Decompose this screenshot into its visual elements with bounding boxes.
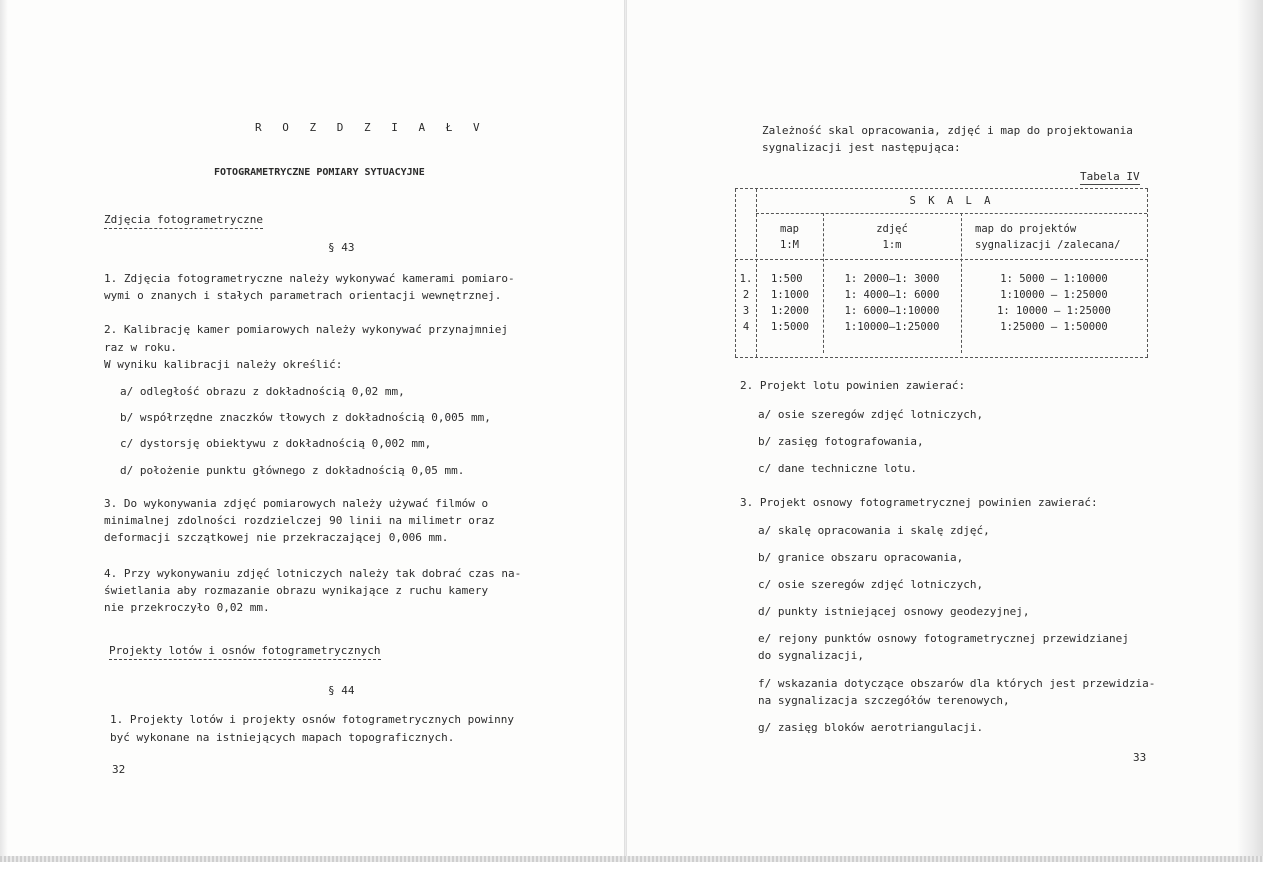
table-cell: 1:2000 (771, 305, 809, 317)
table-cell: 1:10000 – 1:25000 (1000, 289, 1108, 301)
table-label: Tabela IV (1080, 170, 1140, 183)
col-header-map-scale: 1:M (780, 239, 799, 251)
item-1-line-1: 1. Zdjęcia fotogrametryczne należy wykonywać kamerami pomiaro- (104, 272, 515, 285)
table-cell: 1:500 (771, 273, 803, 285)
table-border (756, 189, 757, 357)
intro-line-2: sygnalizacji jest następująca: (762, 141, 961, 154)
row-number: 3 (742, 305, 750, 317)
row-number: 2 (742, 289, 750, 301)
table-header-main: S K A L A (909, 195, 994, 207)
page-number-right: 33 (1133, 751, 1147, 764)
table-cell: 1:1000 (771, 289, 809, 301)
item-4-line-1: 4. Przy wykonywaniu zdjęć lotniczych należy tak dobrać czas na- (104, 567, 522, 580)
item-3-sub-e-line-1: e/ rejony punktów osnowy fotogrametrycznej przewidzianej (758, 632, 1129, 645)
chapter-title: FOTOGRAMETRYCZNE POMIARY SYTUACYJNE (214, 167, 425, 178)
chapter-heading: R O Z D Z I A Ł V (255, 121, 487, 134)
item-3-line-2: minimalnej zdolności rozdzielczej 90 linii na milimetr oraz (104, 514, 495, 527)
item-3-line-1: 3. Do wykonywania zdjęć pomiarowych należy używać filmów o (104, 497, 489, 510)
table-cell: 1: 2000–1: 3000 (844, 273, 940, 285)
sub-item-d: d/ położenie punktu głównego z dokładnością 0,05 mm. (120, 464, 465, 477)
table-cell: 1:10000–1:25000 (844, 321, 940, 333)
table-rule (735, 259, 1148, 260)
table-cell: 1: 6000–1:10000 (844, 305, 940, 317)
item-2-line-2: raz w roku. (104, 341, 177, 354)
section-heading-photos: Zdjęcia fotogrametryczne (104, 213, 263, 229)
item-2-line-1: 2. Kalibrację kamer pomiarowych należy wykonywać przynajmniej (104, 323, 508, 336)
item-3-sub-f-line-2: na sygnalizacja szczegółów terenowych, (758, 694, 1010, 707)
item-2-line-3: W wyniku kalibracji należy określić: (104, 358, 343, 371)
item-4-line-2: świetlania aby rozmazanie obrazu wynikające z ruchu kamery (104, 584, 489, 597)
table-rule (756, 213, 1147, 214)
item-3-sub-c: c/ osie szeregów zdjęć lotniczych, (758, 578, 984, 591)
section-heading-projects: Projekty lotów i osnów fotogrametrycznych (109, 644, 381, 660)
item-2-heading: 2. Projekt lotu powinien zawierać: (740, 379, 966, 392)
table-cell: 1: 5000 – 1:10000 (1000, 273, 1108, 285)
item-3-sub-a: a/ skalę opracowania i skalę zdjęć, (758, 524, 990, 537)
table-border (1147, 189, 1148, 357)
item-2-sub-b: b/ zasięg fotografowania, (758, 435, 924, 448)
col-header-signal-note: sygnalizacji /zalecana/ (975, 239, 1121, 251)
item-3-line-3: deformacji szczątkowej nie przekraczającej 0,006 mm. (104, 531, 449, 544)
scan-margin (0, 862, 1263, 893)
book-spine (624, 0, 627, 860)
item-1-line-2: wymi o znanych i stałych parametrach orientacji wewnętrznej. (104, 289, 502, 302)
col-header-map: map (780, 223, 799, 235)
table-cell: 1:5000 (771, 321, 809, 333)
col-header-photos: zdjęć (876, 223, 908, 235)
sub-item-b: b/ współrzędne znaczków tłowych z dokładnością 0,005 mm, (120, 411, 491, 424)
sub-item-c: c/ dystorsję obiektywu z dokładnością 0,002 mm, (120, 437, 432, 450)
item-44-1-line-2: być wykonane na istniejących mapach topograficznych. (110, 731, 455, 744)
item-4-line-3: nie przekroczyło 0,02 mm. (104, 601, 270, 614)
row-number: 1. (739, 273, 753, 285)
item-3-sub-b: b/ granice obszaru opracowania, (758, 551, 964, 564)
item-44-1-line-1: 1. Projekty lotów i projekty osnów fotogrametrycznych powinny (110, 713, 514, 726)
table-cell: 1:25000 – 1:50000 (1000, 321, 1108, 333)
item-3-sub-f-line-1: f/ wskazania dotyczące obszarów dla których jest przewidzia- (758, 677, 1156, 690)
item-2-sub-a: a/ osie szeregów zdjęć lotniczych, (758, 408, 984, 421)
table-cell: 1: 4000–1: 6000 (844, 289, 940, 301)
page-edge-shadow (1237, 0, 1263, 860)
item-2-sub-c: c/ dane techniczne lotu. (758, 462, 917, 475)
item-3-sub-g: g/ zasięg bloków aerotriangulacji. (758, 721, 984, 734)
item-3-heading: 3. Projekt osnowy fotogrametrycznej powinien zawierać: (740, 496, 1098, 509)
col-header-photos-scale: 1:m (882, 239, 902, 251)
sub-item-a: a/ odległość obrazu z dokładnością 0,02 mm, (120, 385, 405, 398)
page-edge-shadow (0, 0, 8, 893)
intro-line-1: Zależność skal opracowania, zdjęć i map do projektowania (762, 124, 1133, 137)
scale-table (735, 188, 1148, 358)
table-cell: 1: 10000 – 1:25000 (997, 305, 1111, 317)
item-3-sub-e-line-2: do sygnalizacji, (758, 649, 864, 662)
paragraph-43: § 43 (328, 241, 355, 254)
item-3-sub-d: d/ punkty istniejącej osnowy geodezyjnej, (758, 605, 1030, 618)
paragraph-44: § 44 (328, 684, 355, 697)
col-header-signal: map do projektów (975, 223, 1077, 235)
page-number-left: 32 (112, 763, 126, 776)
row-number: 4 (742, 321, 750, 333)
table-border (735, 189, 736, 357)
